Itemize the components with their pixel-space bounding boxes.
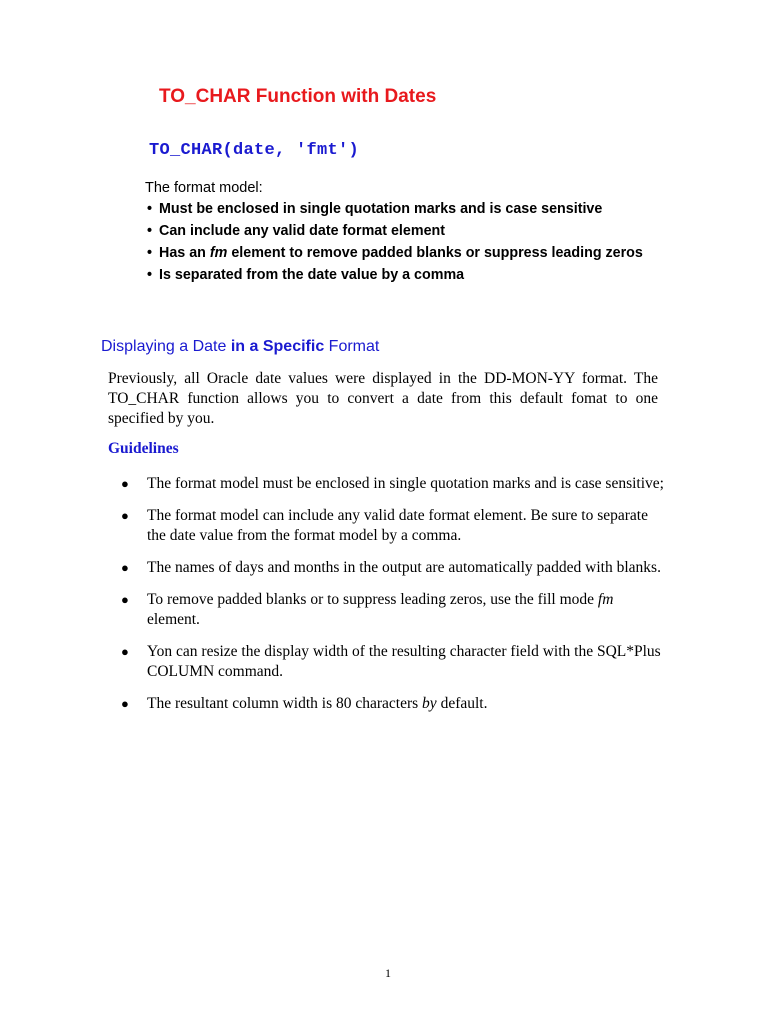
intro-paragraph: Previously, all Oracle date values were displayed in the DD-MON-YY format. The TO_CHAR function allows you to convert a date from this default fomat to one specified by you.: [108, 370, 658, 427]
bullet-icon: ●: [121, 560, 129, 575]
slide-title: TO_CHAR Function with Dates: [159, 86, 437, 107]
bullet-icon: ●: [121, 644, 129, 659]
syntax-line: TO_CHAR(date, 'fmt'): [149, 141, 360, 160]
guideline-item: ● The format model must be enclosed in single quotation marks and is case sensitive;: [121, 475, 664, 492]
page-number: 1: [385, 966, 391, 980]
bullet-icon: ●: [121, 508, 129, 523]
guideline-item: ● The resultant column width is 80 characters by default.: [121, 695, 488, 712]
format-model-item: • Must be enclosed in single quotation marks and is case sensitive: [147, 201, 603, 217]
format-model-item: • Has an fm element to remove padded blanks or suppress leading zeros: [147, 245, 643, 261]
bullet-icon: •: [147, 201, 153, 217]
guideline-item: ● To remove padded blanks or to suppress leading zeros, use the fill mode fm element.: [121, 591, 614, 628]
guidelines-list: [121, 474, 666, 726]
guideline-item: ● The names of days and months in the output are automatically padded with blanks.: [121, 559, 661, 576]
bullet-icon: •: [147, 267, 153, 283]
bullet-icon: ●: [121, 476, 129, 491]
bullet-icon: ●: [121, 592, 129, 607]
guideline-item: ● The format model can include any valid date format element. Be sure to separate the date value from the format model by a comma.: [121, 507, 648, 544]
bullet-icon: •: [147, 223, 153, 239]
section-heading: Displaying a Date in a Specific Format: [101, 338, 380, 355]
format-model-list: [147, 201, 687, 289]
format-model-item: • Is separated from the date value by a comma: [147, 267, 465, 283]
format-model-item: • Can include any valid date format element: [147, 223, 446, 239]
format-model-intro: The format model:: [145, 180, 263, 196]
bullet-icon: •: [147, 245, 153, 261]
guidelines-heading: Guidelines: [108, 440, 179, 457]
guideline-item: ● Yon can resize the display width of the resulting character field with the SQL*Plus COLUMN command.: [121, 643, 661, 680]
bullet-icon: ●: [121, 696, 129, 711]
